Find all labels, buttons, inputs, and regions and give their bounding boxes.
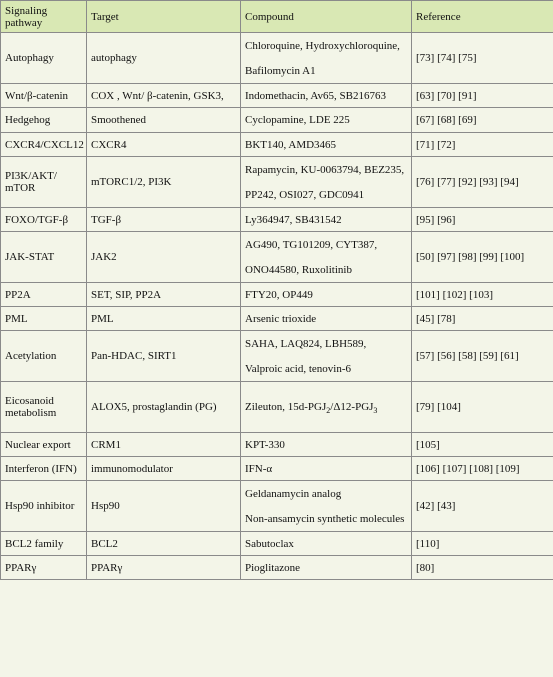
target-cell: immunomodulator [87, 457, 241, 481]
table-row [1, 232, 553, 283]
compound-cell [241, 307, 412, 331]
target-cell: COX , Wnt/ β-catenin, GSK3, [87, 84, 241, 108]
compound-line: Cyclopamine, LDE 225 [245, 114, 350, 126]
compound-line: FTY20, OP449 [245, 288, 313, 301]
compound-line: Non-ansamycin synthetic molecules [245, 512, 405, 525]
compound-cell [241, 433, 412, 457]
compound-cell [241, 208, 412, 232]
compound-line: Indomethacin, Av65, SB216763 [245, 89, 386, 102]
table-row [1, 382, 553, 433]
target-cell: ALOX5, prostaglandin (PG) [87, 382, 241, 433]
target-cell: BCL2 [87, 532, 241, 556]
reference-cell: [80] [412, 556, 553, 580]
pathway-cell: PPARγ [1, 556, 87, 580]
compound-line: BKT140, AMD3465 [245, 138, 337, 151]
pathway-cell: Interferon (IFN) [1, 457, 87, 481]
target-cell: CXCR4 [87, 133, 241, 157]
table-row [1, 133, 553, 157]
compound-cell [241, 331, 412, 382]
target-cell: JAK2 [87, 232, 241, 283]
pathway-cell: Autophagy [1, 33, 87, 84]
pathway-cell: Eicosanoid metabolism [1, 382, 87, 433]
target-cell: Smoothened [87, 108, 241, 133]
compound-line: Pioglitazone [245, 561, 300, 574]
target-cell: CRM1 [87, 433, 241, 457]
compound-cell [241, 382, 412, 433]
compound-cell [241, 481, 412, 532]
table-row [1, 457, 553, 481]
compound-line: Sabutoclax [245, 537, 294, 550]
reference-cell: [73] [74] [75] [412, 33, 553, 84]
table-row [1, 208, 553, 232]
pathway-cell: JAK-STAT [1, 232, 87, 283]
compound-line: PP242, OSI027, GDC0941 [245, 188, 365, 201]
reference-cell: [71] [72] [412, 133, 553, 157]
compound-cell [241, 84, 412, 108]
pathway-cell: BCL2 family [1, 532, 87, 556]
header-target: Target [87, 1, 241, 33]
pathway-cell: Hedgehog [1, 108, 87, 133]
compound-cell [241, 108, 412, 133]
table-row [1, 307, 553, 331]
reference-cell: [95] [96] [412, 208, 553, 232]
table-row [1, 433, 553, 457]
compound-line: SAHA, LAQ824, LBH589, [245, 337, 367, 350]
table-row [1, 157, 553, 208]
compound-line: Ly364947, SB431542 [245, 213, 342, 226]
pathway-cell: PML [1, 307, 87, 331]
target-cell: autophagy [87, 33, 241, 84]
pathway-cell: PI3K/AKT/ mTOR [1, 157, 87, 208]
table-row [1, 556, 553, 580]
compound-cell [241, 283, 412, 307]
compound-line: IFN-α [245, 462, 273, 475]
pathway-cell: FOXO/TGF-β [1, 208, 87, 232]
reference-cell: [76] [77] [92] [93] [94] [412, 157, 553, 208]
reference-cell: [67] [68] [69] [412, 108, 553, 133]
compound-cell [241, 556, 412, 580]
compound-line: AG490, TG101209, CYT387, [245, 238, 378, 251]
reference-cell: [79] [104] [412, 382, 553, 433]
target-cell: mTORC1/2, PI3K [87, 157, 241, 208]
header-row [1, 1, 553, 33]
reference-cell: [105] [412, 433, 553, 457]
target-cell: Pan-HDAC, SIRT1 [87, 331, 241, 382]
pathway-cell: Wnt/β-catenin [1, 84, 87, 108]
target-cell: Hsp90 [87, 481, 241, 532]
pathway-cell: Acetylation [1, 331, 87, 382]
table-row [1, 33, 553, 84]
reference-cell: [45] [78] [412, 307, 553, 331]
target-cell: PPARγ [87, 556, 241, 580]
table-row [1, 331, 553, 382]
reference-cell: [57] [56] [58] [59] [61] [412, 331, 553, 382]
compound-cell [241, 457, 412, 481]
reference-cell: [110] [412, 532, 553, 556]
pathway-cell: Nuclear export [1, 433, 87, 457]
compound-cell [241, 232, 412, 283]
table-header [1, 1, 553, 33]
table-row [1, 84, 553, 108]
header-compound: Compound [241, 1, 412, 33]
pathway-cell: PP2A [1, 283, 87, 307]
table-row [1, 108, 553, 133]
table-row [1, 481, 553, 532]
compound-line: Valproic acid, tenovin-6 [245, 362, 351, 375]
compound-line: Zileuton, $15d-PGJ_2/\Delta 12-PGJ_3$ [245, 401, 378, 415]
pathway-cell: CXCR4/CXCL12 [1, 133, 87, 157]
reference-cell: [42] [43] [412, 481, 553, 532]
reference-cell: [50] [97] [98] [99] [100] [412, 232, 553, 283]
compound-line: KPT-330 [245, 438, 285, 451]
table-row [1, 283, 553, 307]
reference-cell: [101] [102] [103] [412, 283, 553, 307]
header-pathway: Signaling pathway [1, 1, 87, 33]
compound-line: ONO44580, Ruxolitinib [245, 263, 352, 276]
compound-line: Bafilomycin A1 [245, 64, 316, 77]
compound-line: Geldanamycin analog [245, 487, 342, 500]
compound-line: Chloroquine, Hydroxychloroquine, [245, 39, 400, 52]
compound-line: Arsenic trioxide [245, 312, 317, 325]
compound-line: Rapamycin, KU-0063794, BEZ235, [245, 163, 405, 176]
compound-cell [241, 33, 412, 84]
table-body [1, 33, 553, 580]
compound-cell [241, 532, 412, 556]
target-cell: PML [87, 307, 241, 331]
target-cell: SET, SIP, PP2A [87, 283, 241, 307]
compound-cell [241, 157, 412, 208]
reference-cell: [106] [107] [108] [109] [412, 457, 553, 481]
pathway-cell: Hsp90 inhibitor [1, 481, 87, 532]
reference-cell: [63] [70] [91] [412, 84, 553, 108]
header-reference: Reference [412, 1, 553, 33]
target-cell: TGF-β [87, 208, 241, 232]
table-row [1, 532, 553, 556]
compound-cell [241, 133, 412, 157]
